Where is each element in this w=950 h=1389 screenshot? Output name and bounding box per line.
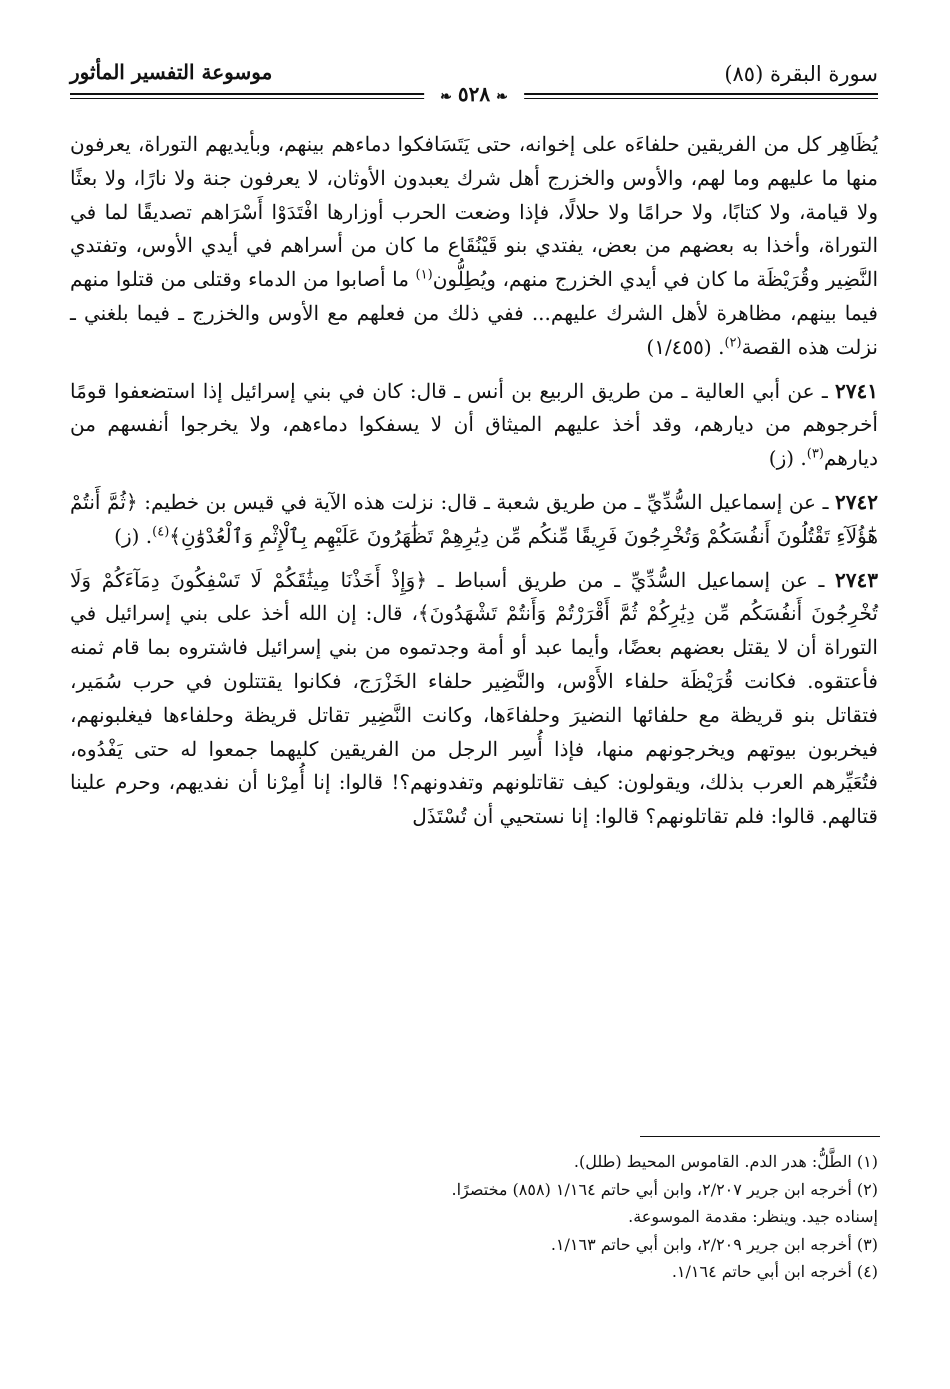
source-marker: . (ز)	[768, 446, 807, 471]
paragraph-text: ـ عن إسماعيل السُّدِّيِّ ـ من طريق أسباط ـ ﴿وَإِذْ أَخَذْنَا مِيثَٰقَكُمْ لَا تَسْفِكُونَ دِمَآءَكُمْ وَلَا تُخْرِجُونَ أَنفُسَكُم مِّن دِيَٰرِكُمْ ثُمَّ أَقْرَرْتُمْ وَأَنتُمْ تَشْهَدُونَ﴾، قال: إن الله أخذ على بني إسرائيل في التوراة أن لا يقتل بعضهم بعضًا، وأيما عبد أو أمة وجدتموه من بني إسرائيل فاشتروه بما قام ثمنه فأعتقوه. فكانت قُرَيْظَة حلفاء الأَوْس، والنَّضِير حلفاء الخَزْرَج، فكانوا يقتتلون في حرب سُمَير، فتقاتل بنو قريظة مع حلفائها النضيرَ وحلفاءَها، وكانت النَّضِير تقاتل قريظة وحلفاءها فيغلبونهم، فيخربون بيوتهم ويخرجونهم منها، فإذا أُسِر الرجل من الفريقين كليهما جمعوا له حتى يَفْدُوه، فتُعَيِّرهم العرب بذلك، ويقولون: كيف تقاتلونهم وتفدونهم؟! قالوا: إنا أُمِرْنا أن نفديهم، وحرم علينا قتالهم. قالوا: فلم تقاتلونهم؟ قالوا: إنا نستحيي أن تُسْتَذَل	[70, 567, 878, 829]
source-marker: . (ز)	[114, 523, 153, 548]
paragraph-text: ـ عن أبي العالية ـ من طريق الربيع بن أنس ـ قال: كان في بني إسرائيل إذا استضعفوا قومًا أخرجوهم من ديارهم، وقد أخذ عليهم الميثاق أن لا يسفكوا دماءهم، ولا يخرجوا أنفسهم من ديارهم	[70, 378, 878, 471]
footnote: (٢) أخرجه ابن جرير ٢/٢٠٧، وابن أبي حاتم ١/١٦٤ (٨٥٨) مختصرًا.	[451, 1179, 878, 1199]
paragraph-text: ـ عن إسماعيل السُّدِّيِّ ـ من طريق شعبة ـ قال: نزلت هذه الآية في قيس بن خطيم: ﴿ثُمَّ أَنتُمْ هَٰٓؤُلَآءِ تَقْتُلُونَ أَنفُسَكُمْ وَتُخْرِجُونَ فَرِيقًا مِّنكُم مِّن دِيَٰرِهِمْ تَظَٰهَرُونَ عَلَيْهِم بِٱلْإِثْمِ وَٱلْعُدْوَٰنِ﴾	[70, 489, 878, 548]
ornament-icon: ❧	[440, 89, 452, 105]
entry-number: ٢٧٤١	[835, 378, 878, 403]
paragraph-continued	[70, 128, 878, 365]
footnotes	[70, 1148, 878, 1286]
footnote: إسناده جيد. وينظر: مقدمة الموسوعة.	[628, 1207, 878, 1226]
footnote: (٣) أخرجه ابن جرير ٢/٢٠٩، وابن أبي حاتم ١/١٦٣.	[550, 1234, 878, 1254]
page-number-block	[424, 82, 524, 106]
entry-2741	[70, 375, 878, 476]
volume-reference: . (١/٤٥٥)	[646, 334, 725, 359]
main-text	[70, 128, 878, 844]
footnote-ref[interactable]: (٣)	[806, 446, 824, 462]
footnote-separator	[640, 1136, 880, 1137]
surah-title: سورة البقرة (٨٥)	[724, 62, 878, 86]
entry-number: ٢٧٤٢	[835, 489, 879, 514]
entry-2742	[70, 486, 878, 554]
entry-number: ٢٧٤٣	[835, 567, 878, 592]
paragraph-text: يُظَاهِر كل من الفريقين حلفاءَه على إخوانه، حتى يَتَسَافكوا دماءهم بينهم، وبأيديهم التوراة، يعرفون منها ما عليهم وما لهم، والأوس والخزرج أهل شرك يعبدون الأوثان، لا يعرفون جنة ولا نارًا، ولا بعثًا ولا قيامة، ولا كتابًا، ولا حرامًا ولا حلالًا، فإذا وضعت الحرب أوزارها افْتَدَوْا أَسْرَاهم تصديقًا لما في التوراة، وأخذا به بعضهم من بعض، يفتدي بنو قَيْنُقَاع ما كان من أسراهم في أيدي الأوس، وتفتدي النَّضِير وقُرَيْظَة ما كان في أيدي الخزرج منهم، ويُطِلُّون	[70, 132, 878, 292]
ornament-icon: ❧	[496, 89, 508, 105]
page-header	[70, 48, 878, 108]
footnote: (٤) أخرجه ابن أبي حاتم ١/١٦٤.	[671, 1262, 878, 1281]
footnote-ref[interactable]: (١)	[415, 267, 433, 283]
page-number: ٥٢٨	[457, 82, 491, 106]
footnote: (١) الطَّلُّ: هدر الدم. القاموس المحيط (طلل).	[573, 1152, 878, 1171]
book-title: موسوعة التفسير المأثور	[70, 60, 273, 84]
entry-2743	[70, 564, 878, 834]
footnote-ref[interactable]: (٤)	[152, 524, 170, 540]
paragraph-text: ما أصابوا من الدماء وقتلى من قتلوا منهم فيما بينهم، مظاهرة لأهل الشرك عليهم... ففي ذلك من فعلهم مع الأوس والخزرج ـ فيما بلغني ـ نزلت هذه القصة	[70, 267, 878, 359]
footnote-ref[interactable]: (٢)	[724, 335, 742, 351]
